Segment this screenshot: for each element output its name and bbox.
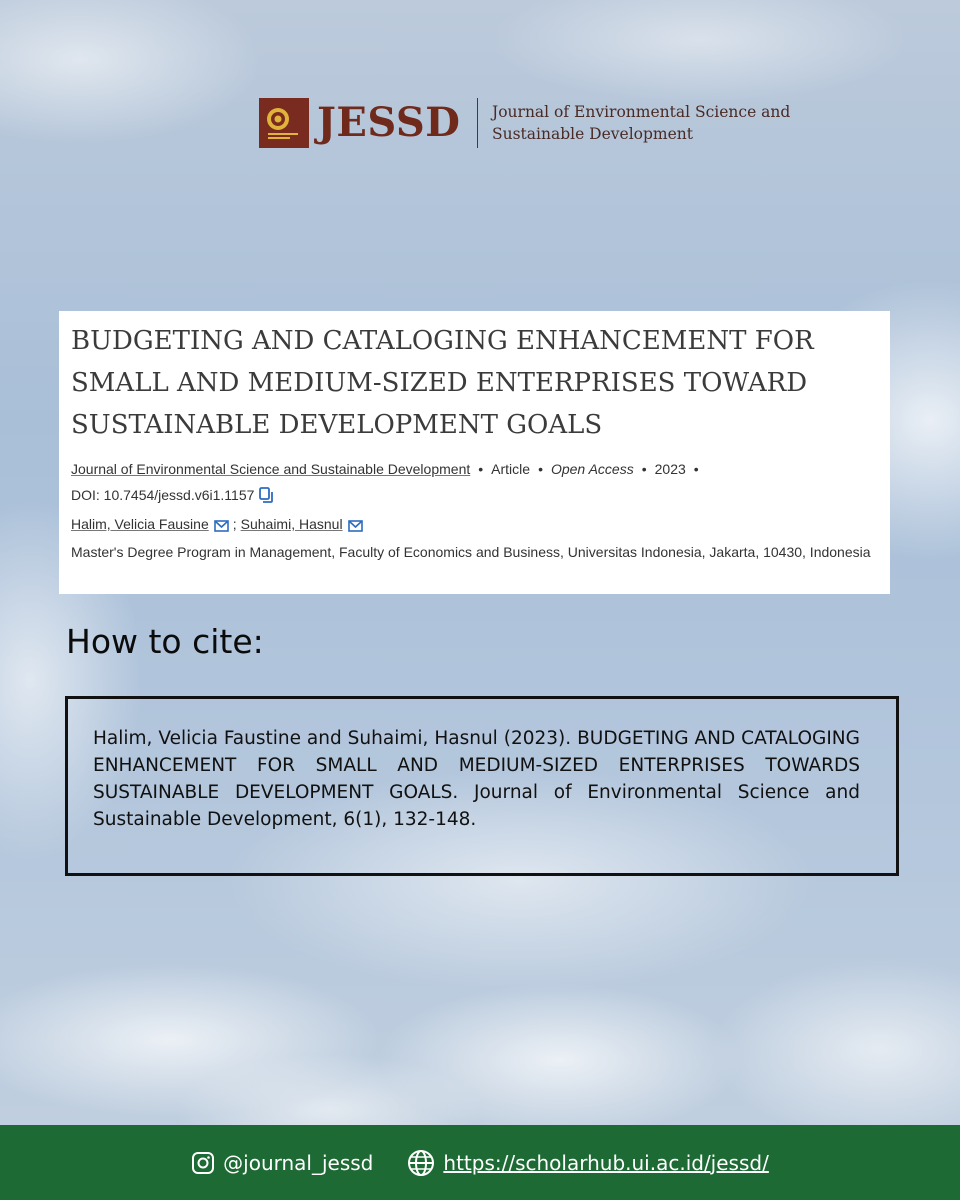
instagram-text: @journal_jessd	[223, 1150, 374, 1175]
journal-full-name-line2: Sustainable Development	[492, 125, 694, 143]
article-title	[71, 320, 878, 446]
doi-row	[71, 482, 878, 511]
university-seal-icon	[259, 98, 309, 148]
mail-icon[interactable]	[348, 514, 363, 540]
doi-text: DOI: 10.7454/jessd.v6i1.1157	[71, 487, 255, 503]
article-type: Article	[491, 461, 531, 477]
article-title-line1: BUDGETING AND CATALOGING ENHANCEMENT FOR	[71, 326, 814, 356]
article-card	[59, 311, 890, 594]
journal-full-name-line1: Journal of Environmental Science and	[492, 103, 791, 121]
meta-separator: •	[478, 461, 484, 477]
instagram-handle[interactable]	[191, 1151, 373, 1175]
instagram-icon	[191, 1151, 215, 1175]
author-link-suhaimi[interactable]: Suhaimi, Hasnul	[240, 516, 343, 532]
article-title-line2: SMALL AND MEDIUM-SIZED ENTERPRISES TOWARD	[71, 368, 808, 398]
copy-icon[interactable]	[259, 485, 273, 511]
cite-heading: How to cite:	[66, 622, 264, 661]
affiliation: Master's Degree Program in Management, Faculty of Economics and Business, Universitas Indonesia, Jakarta, 10430, Indonesia	[71, 544, 871, 560]
journal-link[interactable]: Journal of Environmental Science and Sustainable Development	[71, 461, 471, 477]
mail-icon[interactable]	[214, 514, 229, 540]
footer-bar	[0, 1125, 960, 1200]
journal-full-name	[492, 101, 790, 145]
citation-box	[65, 696, 899, 876]
journal-header	[259, 96, 790, 150]
website-link[interactable]	[407, 1149, 768, 1177]
access-type: Open Access	[550, 461, 634, 477]
citation-text: Halim, Velicia Faustine and Suhaimi, Hasnul (2023). BUDGETING AND CATALOGING ENHANCEMENT FOR SMALL AND MEDIUM-SIZED ENTERPRISES TOWARDS SUSTAINABLE DEVELOPMENT GOALS. Journal of Environmental Science and Sustainable Development, 6(1), 132-148.	[93, 728, 860, 830]
meta-separator: •	[538, 461, 543, 477]
website-url[interactable]: https://scholarhub.ui.ac.id/jessd/	[443, 1150, 769, 1175]
author-link-halim[interactable]: Halim, Velicia Fausine	[71, 516, 209, 532]
brand-divider	[477, 98, 479, 148]
globe-icon	[407, 1149, 435, 1177]
meta-separator: •	[641, 461, 647, 477]
author-separator: ;	[232, 516, 237, 532]
authors-row	[71, 511, 878, 540]
brand-name: JESSD	[317, 99, 461, 146]
article-title-line3: SUSTAINABLE DEVELOPMENT GOALS	[71, 410, 603, 440]
article-meta	[71, 456, 878, 482]
publication-year: 2023	[654, 461, 686, 477]
meta-separator: •	[693, 461, 699, 477]
